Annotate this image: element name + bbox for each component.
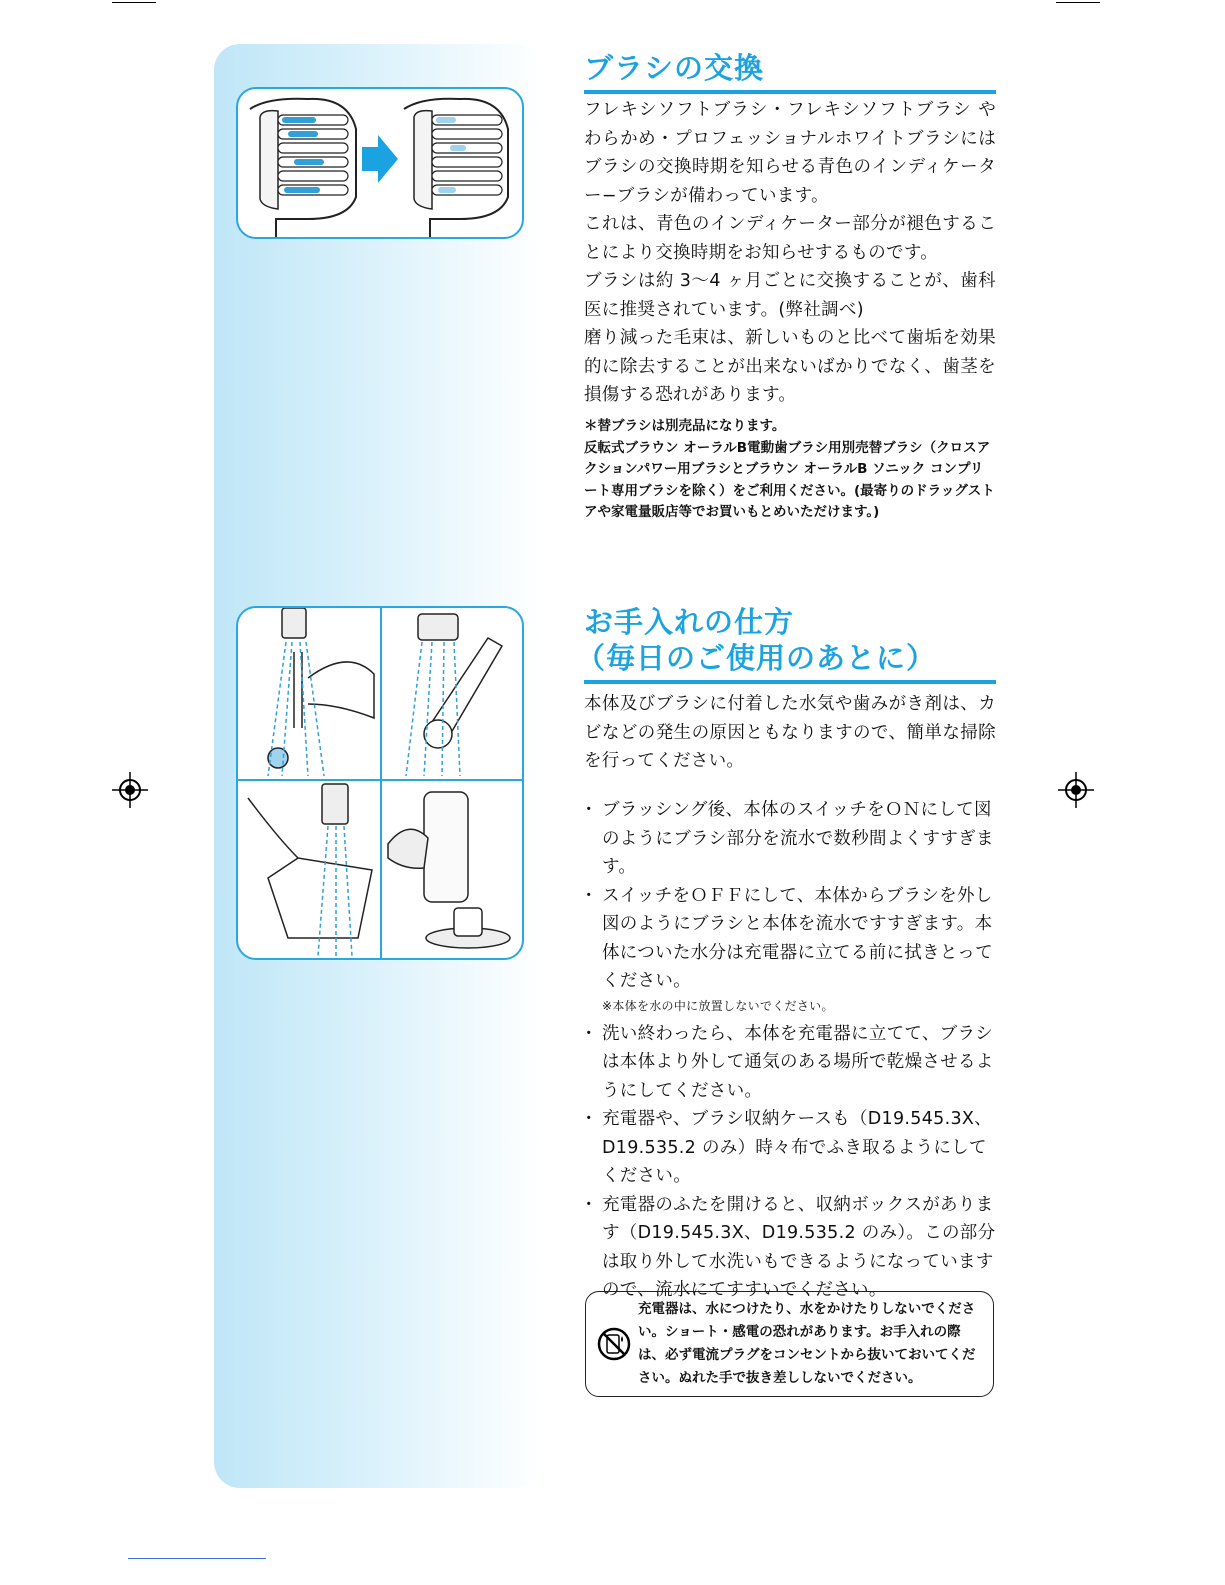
list-item: ・ 充電器のふたを開けると、収納ボックスがあります（D19.545.3X、D19.535.2 のみ）。この部分は取り外して水洗いもできるようになっていますので、流水にてすすいでください。 (584, 1191, 996, 1305)
list-item: ・ スイッチをＯＦＦにして、本体からブラシを外し図のようにブラシと本体を流水ですすぎます。本体についた水分は充電器に立てる前に拭きとってください。 ※本体を水の中に放置しないでください。 (584, 882, 996, 1016)
care-section (576, 604, 996, 684)
paragraph: 磨り減った毛束は、新しいものと比べて歯垢を効果的に除去することが出来ないばかりでなく、歯茎を損傷する恐れがあります。 (584, 328, 996, 405)
crop-mark (1056, 2, 1100, 3)
replacement-note (584, 416, 996, 524)
right-arrow-icon (362, 135, 398, 183)
paragraph: 本体及びブラシに付着した水気や歯みがき剤は、カビなどの発生の原因ともなりますので、簡単な掃除を行ってください。 (584, 694, 996, 771)
no-water-prohibition-icon (596, 1326, 632, 1362)
cleaning-steps-figure (236, 606, 524, 960)
list-item: ・ ブラッシング後、本体のスイッチをＯＮにして図のようにブラシ部分を流水で数秒間よくすすぎます。 (584, 796, 996, 882)
brush-replacement-section (584, 50, 996, 94)
wipe-charger-illustration (388, 792, 510, 948)
paragraph: ブラシは約 3〜4 ヶ月ごとに交換することが、歯科医に推奨されています。(弊社調べ) (584, 271, 996, 320)
paragraph: これは、青色のインディケーター部分が褪色することにより交換時期をお知らせするものです。 (584, 214, 996, 263)
replacement-note-text: ＊替ブラシは別売品になります。 反転式ブラウン オーラルB電動歯ブラシ用別売替ブラシ（クロスアクションパワー用ブラシとブラウン オーラルB ソニック コンプリート専用ブラシを除く）をご利用ください。(最寄りのドラッグストアや家電量販店等でお買いもとめいただけます。) (584, 418, 995, 520)
care-intro (584, 690, 996, 776)
warning-text: 充電器は、水につけたり、水をかけたりしないでください。ショート・感電の恐れがあります。お手入れの際は、必ず電流プラグをコンセントから抜いておいてください。ぬれた手で抜き差ししないでください。 (638, 1301, 976, 1386)
title-rule (584, 680, 996, 684)
brush-indicator-figure (236, 87, 524, 239)
title-rule (584, 90, 996, 94)
warning-box (585, 1291, 994, 1397)
rinse-brush-illustration (268, 608, 374, 768)
crop-mark (128, 1558, 266, 1559)
brush-replacement-body (584, 96, 996, 410)
registration-mark-icon (1058, 772, 1094, 808)
section-title: ブラシの交換 (584, 51, 765, 85)
rinse-handle-illustration (418, 614, 502, 748)
crop-mark (112, 2, 156, 3)
care-step-list (584, 796, 996, 1305)
paragraph: フレキシソフトブラシ・フレキシソフトブラシ や わらかめ・プロフェッショナルホワイトブラシにはブラシの交換時期を知らせる青色のインディケーター−ブラシが備わっています。 (584, 100, 996, 206)
brush-head-worn-icon (404, 99, 508, 237)
section-subtitle: （毎日のご使用のあとに） (576, 641, 937, 675)
care-steps (584, 796, 996, 1305)
registration-mark-icon (112, 772, 148, 808)
rinse-box-illustration (248, 784, 372, 938)
brush-head-new-icon (250, 99, 356, 237)
section-title: お手入れの仕方 (584, 605, 795, 639)
list-item: ・ 充電器や、ブラシ収納ケースも（D19.545.3X、D19.535.2 のみ）時々布でふき取るようにしてください。 (584, 1105, 996, 1191)
sub-note: ※本体を水の中に放置しないでください。 (602, 998, 834, 1013)
list-item: ・ 洗い終わったら、本体を充電器に立てて、ブラシは本体より外して通気のある場所で乾燥させるようにしてください。 (584, 1020, 996, 1106)
